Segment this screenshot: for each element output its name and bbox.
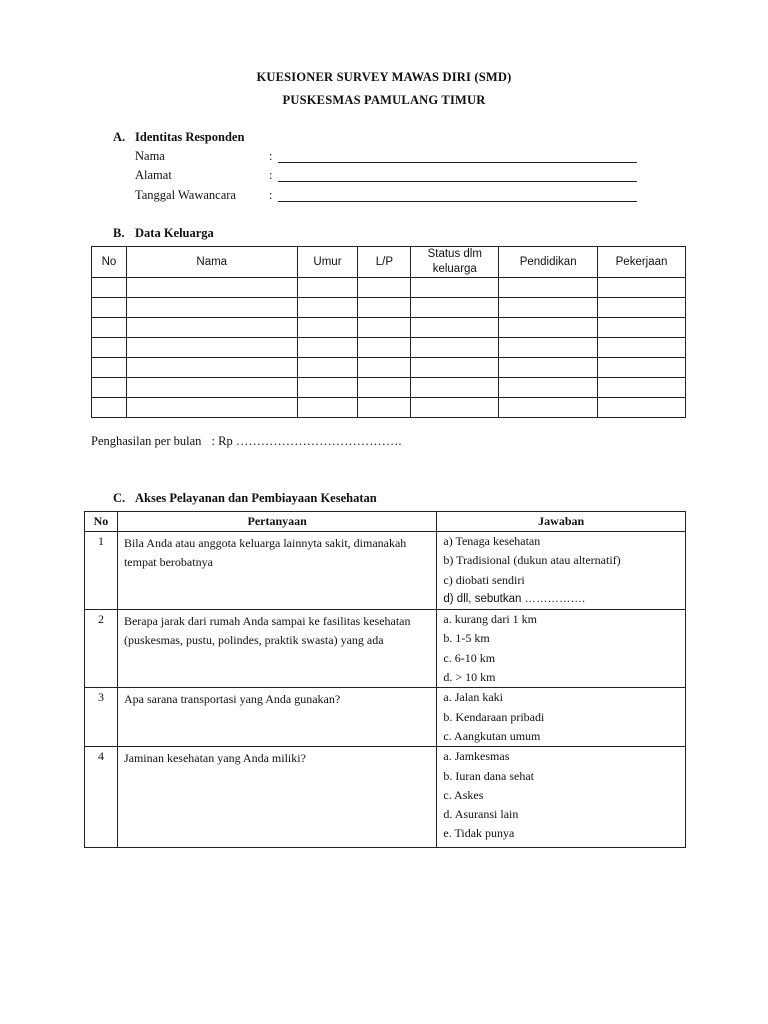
- table-cell[interactable]: [297, 318, 358, 338]
- table-cell[interactable]: [499, 278, 598, 298]
- field-line: [278, 201, 637, 202]
- table-row: [92, 298, 686, 318]
- table-row: [85, 747, 686, 847]
- table-cell[interactable]: [598, 278, 686, 298]
- health-access-table: [84, 511, 686, 848]
- col-header-no: No: [92, 247, 127, 278]
- table-cell[interactable]: [598, 358, 686, 378]
- table-cell[interactable]: [358, 378, 411, 398]
- table-cell[interactable]: [297, 358, 358, 378]
- table-cell[interactable]: [358, 278, 411, 298]
- table-cell[interactable]: [411, 338, 499, 358]
- table-cell[interactable]: [358, 398, 411, 418]
- answer-option[interactable]: c. Aangkutan umum: [443, 728, 541, 743]
- question-text: Bila Anda atau anggota keluarga lainnyta sakit, dimanakah tempat berobatnya: [117, 532, 436, 610]
- table-cell[interactable]: [411, 278, 499, 298]
- field-colon: :: [269, 168, 273, 182]
- income-label: Penghasilan per bulan: [91, 434, 202, 448]
- table-cell[interactable]: [92, 278, 127, 298]
- field-alamat[interactable]: [135, 168, 645, 186]
- question-text: Berapa jarak dari rumah Anda sampai ke fasilitas kesehatan (puskesmas, pustu, polindes, praktik swasta) yang ada: [117, 610, 436, 688]
- answer-option[interactable]: d. Asuransi lain: [443, 807, 519, 822]
- table-row: [92, 338, 686, 358]
- field-label: Nama: [135, 149, 165, 163]
- question-number: 2: [85, 610, 118, 688]
- page-title: KUESIONER SURVEY MAWAS DIRI (SMD): [256, 70, 512, 84]
- question-text: Jaminan kesehatan yang Anda miliki?: [117, 747, 436, 847]
- field-colon: :: [269, 188, 273, 202]
- answer-option[interactable]: b. Kendaraan pribadi: [443, 709, 545, 724]
- table-cell[interactable]: [92, 398, 127, 418]
- answer-options: [437, 532, 686, 610]
- field-line: [278, 162, 637, 163]
- table-cell[interactable]: [92, 318, 127, 338]
- question-number: 4: [85, 747, 118, 847]
- table-cell[interactable]: [358, 358, 411, 378]
- table-cell[interactable]: [411, 398, 499, 418]
- field-line: [278, 181, 637, 182]
- family-data-table: [91, 246, 686, 418]
- table-header-row: [92, 247, 686, 278]
- table-cell[interactable]: [358, 298, 411, 318]
- table-row: [92, 318, 686, 338]
- answer-option[interactable]: c. 6-10 km: [443, 650, 496, 665]
- section-c-title: Akses Pelayanan dan Pembiayaan Kesehatan: [135, 491, 377, 505]
- field-colon: :: [269, 149, 273, 163]
- income-field[interactable]: [91, 434, 401, 449]
- table-cell[interactable]: [499, 358, 598, 378]
- table-row: [92, 398, 686, 418]
- answer-option[interactable]: d) dll, sebutkan …………….: [443, 592, 586, 605]
- table-cell[interactable]: [411, 358, 499, 378]
- table-cell[interactable]: [92, 358, 127, 378]
- table-cell[interactable]: [411, 378, 499, 398]
- field-label: Alamat: [135, 168, 172, 182]
- table-cell[interactable]: [598, 338, 686, 358]
- table-cell[interactable]: [358, 318, 411, 338]
- answer-option[interactable]: a. Jalan kaki: [443, 690, 504, 705]
- section-b-title: Data Keluarga: [135, 226, 214, 240]
- answer-option[interactable]: e. Tidak punya: [443, 826, 515, 841]
- field-nama[interactable]: [135, 149, 645, 167]
- col-header-pertanyaan: Pertanyaan: [117, 512, 436, 532]
- answer-option[interactable]: c. Askes: [443, 787, 484, 802]
- page-subtitle: PUSKESMAS PAMULANG TIMUR: [282, 93, 486, 107]
- table-cell[interactable]: [499, 378, 598, 398]
- table-cell[interactable]: [297, 298, 358, 318]
- table-row: [92, 278, 686, 298]
- table-cell[interactable]: [598, 378, 686, 398]
- section-a-heading: [113, 130, 244, 145]
- answer-option[interactable]: a. Jamkesmas: [443, 749, 510, 764]
- answer-options: [437, 747, 686, 847]
- income-value: : Rp ………………………………….: [211, 434, 402, 448]
- answer-options: [437, 610, 686, 688]
- table-row: [92, 378, 686, 398]
- field-tanggal-wawancara[interactable]: [135, 188, 645, 206]
- table-cell[interactable]: [598, 398, 686, 418]
- answer-option[interactable]: b. Iuran dana sehat: [443, 768, 535, 783]
- table-row: [85, 532, 686, 610]
- table-cell[interactable]: [92, 298, 127, 318]
- table-header-row: [85, 512, 686, 532]
- section-c-heading: [113, 491, 377, 506]
- table-cell[interactable]: [499, 338, 598, 358]
- table-cell[interactable]: [126, 398, 297, 418]
- table-cell[interactable]: [126, 278, 297, 298]
- table-cell[interactable]: [126, 338, 297, 358]
- table-cell[interactable]: [297, 378, 358, 398]
- section-b-heading: [113, 226, 214, 241]
- table-cell[interactable]: [126, 378, 297, 398]
- col-header-no: No: [85, 512, 118, 532]
- answer-option[interactable]: a. kurang dari 1 km: [443, 612, 538, 627]
- field-label: Tanggal Wawancara: [135, 188, 236, 202]
- table-row: [92, 358, 686, 378]
- section-c-letter: C.: [113, 491, 126, 505]
- table-cell[interactable]: [297, 338, 358, 358]
- col-header-jawaban: Jawaban: [437, 512, 686, 532]
- table-cell[interactable]: [126, 318, 297, 338]
- answer-option[interactable]: d. > 10 km: [443, 670, 496, 685]
- table-cell[interactable]: [92, 338, 127, 358]
- table-cell[interactable]: [126, 358, 297, 378]
- table-cell[interactable]: [411, 318, 499, 338]
- table-cell[interactable]: [126, 298, 297, 318]
- answer-option[interactable]: a) Tenaga kesehatan: [443, 534, 541, 548]
- table-cell[interactable]: [411, 298, 499, 318]
- table-cell[interactable]: [598, 298, 686, 318]
- answer-option[interactable]: b. 1-5 km: [443, 631, 490, 646]
- question-text: Apa sarana transportasi yang Anda gunakan?: [117, 688, 436, 747]
- answer-option[interactable]: c) diobati sendiri: [443, 572, 525, 587]
- question-number: 3: [85, 688, 118, 747]
- table-row: [85, 610, 686, 688]
- section-a-letter: A.: [113, 130, 126, 144]
- question-number: 1: [85, 532, 118, 610]
- table-cell[interactable]: [499, 298, 598, 318]
- col-header-umur: Umur: [297, 247, 358, 278]
- col-header-pendidikan: Pendidikan: [499, 247, 598, 278]
- table-cell[interactable]: [358, 338, 411, 358]
- section-b-letter: B.: [113, 226, 125, 240]
- answer-options: [437, 688, 686, 747]
- table-cell[interactable]: [598, 318, 686, 338]
- table-row: [85, 688, 686, 747]
- table-cell[interactable]: [499, 398, 598, 418]
- col-header-lp: L/P: [358, 247, 411, 278]
- col-header-nama: Nama: [126, 247, 297, 278]
- table-cell[interactable]: [297, 398, 358, 418]
- col-header-pekerjaan: Pekerjaan: [598, 247, 686, 278]
- table-cell[interactable]: [92, 378, 127, 398]
- table-cell[interactable]: [499, 318, 598, 338]
- section-a-title: Identitas Responden: [135, 130, 245, 144]
- col-header-status: Status dlm keluarga: [411, 247, 499, 278]
- answer-option[interactable]: b) Tradisional (dukun atau alternatif): [443, 553, 621, 568]
- table-cell[interactable]: [297, 278, 358, 298]
